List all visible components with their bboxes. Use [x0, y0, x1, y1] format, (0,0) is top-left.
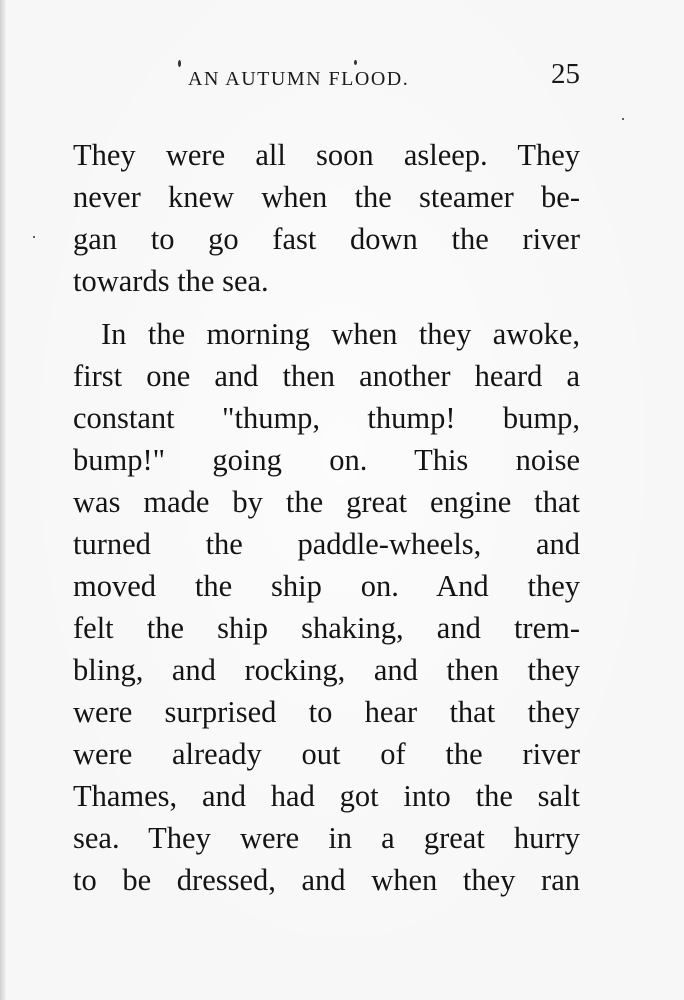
ink-speck: [33, 236, 35, 238]
text-line: turned the paddle-wheels, and: [73, 527, 580, 561]
paragraph-1: [73, 134, 580, 302]
chapter-title: AN AUTUMN FLOOD.: [188, 68, 410, 90]
text-line: were already out of the river: [73, 737, 580, 771]
text-line: Thames, and had got into the salt: [73, 779, 580, 813]
text-line: first one and then another heard a: [73, 359, 580, 393]
text-line: were surprised to hear that they: [73, 695, 580, 729]
body-text: [73, 134, 580, 901]
ink-speck: [622, 118, 624, 120]
page-edge-shadow: [0, 0, 6, 1000]
text-line: moved the ship on. And they: [73, 569, 580, 603]
text-line: constant "thump, thump! bump,: [73, 401, 580, 435]
text-line: In the morning when they awoke,: [101, 317, 580, 351]
ink-speck: [178, 60, 181, 67]
paragraph-gap: [73, 302, 580, 313]
running-head: [72, 58, 580, 98]
text-line: felt the ship shaking, and trem-: [73, 611, 580, 645]
text-line: was made by the great engine that: [73, 485, 580, 519]
text-line: never knew when the steamer be-: [73, 180, 580, 214]
text-line: towards the sea.: [73, 264, 269, 298]
paragraph-2: [73, 313, 580, 901]
text-line: sea. They were in a great hurry: [73, 821, 580, 855]
text-line: They were all soon asleep. They: [73, 138, 580, 172]
text-line: to be dressed, and when they ran: [73, 863, 580, 897]
text-line: bump!" going on. This noise: [73, 443, 580, 477]
page-number: 25: [551, 58, 580, 90]
text-line: gan to go fast down the river: [73, 222, 580, 256]
text-line: bling, and rocking, and then they: [73, 653, 580, 687]
ink-speck: [354, 60, 357, 65]
